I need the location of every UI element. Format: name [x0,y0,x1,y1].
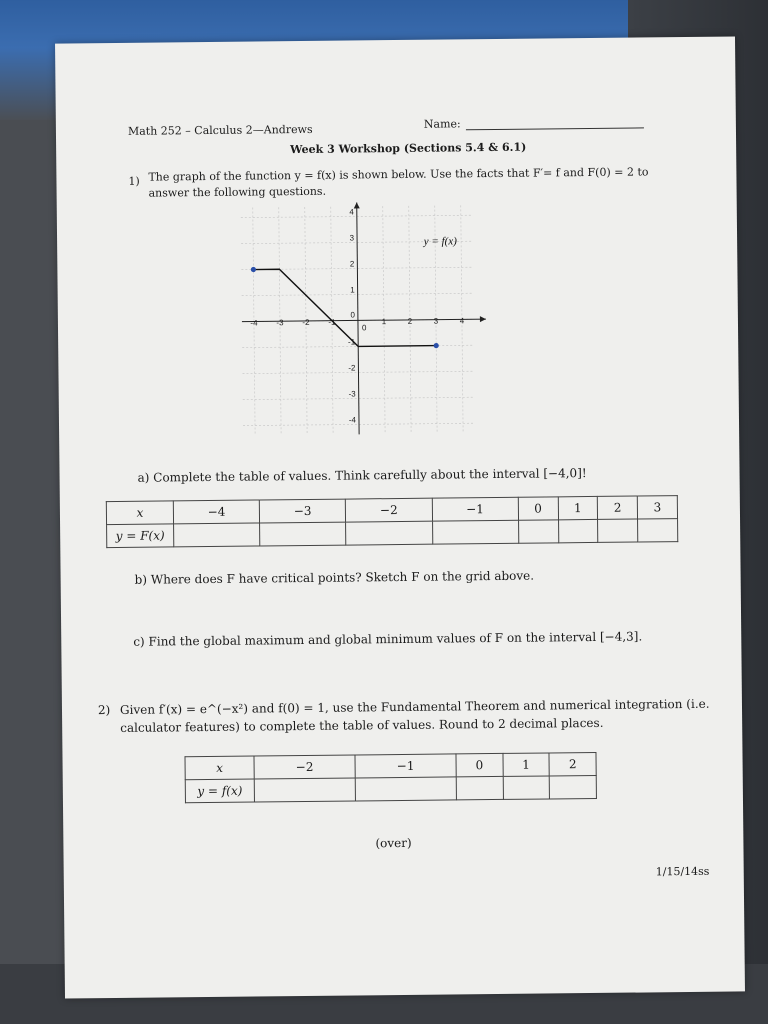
q1-text-line2: answer the following questions. [148,184,327,200]
function-line [253,268,436,348]
x-tick-label: -1 [328,317,336,327]
origin-label: 0 [350,310,355,320]
answer-cell[interactable] [518,520,558,543]
answer-cell[interactable] [598,519,638,542]
answer-cell[interactable] [346,521,432,545]
graph-label: y = f(x) [423,235,457,248]
name-label: Name: [423,117,461,131]
x-tick-label: 1 [381,317,387,327]
y-tick-label: -4 [348,415,357,425]
answer-cell[interactable] [558,519,598,542]
y-tick-label: -2 [348,363,356,373]
name-line[interactable] [466,127,644,130]
y-tick-label: -1 [347,337,356,347]
table-cell: −4 [173,500,259,524]
table-cell: 2 [598,496,638,519]
table-header-y: y = F(x) [107,524,174,548]
endpoint-dot [434,343,439,348]
q2-table [184,752,596,803]
x-tick-label: 2 [407,316,413,326]
table-cell: 0 [518,497,558,520]
answer-cell[interactable] [432,520,518,544]
q2-number: 2) [97,703,111,718]
document-code: 1/15/14ss [655,864,710,879]
x-tick-label: -2 [302,317,310,328]
answer-cell[interactable] [550,775,597,798]
y-tick-label: -3 [348,389,356,399]
table-header-x: x [106,501,173,525]
y-tick-label: 4 [349,207,354,217]
answer-cell[interactable] [638,519,678,542]
table-row [185,775,596,802]
answer-cell[interactable] [254,778,355,802]
y-axis-arrow [354,202,360,208]
y-tick-label: 2 [349,259,355,269]
worksheet-title: Week 3 Workshop (Sections 5.4 & 6.1) [290,140,527,157]
x-axis-arrow [480,316,486,322]
x-tick-label: -4 [250,318,258,328]
y-axis [357,202,359,434]
answer-cell[interactable] [174,523,260,547]
q2-text-line2: calculator features) to complete the table of values. Round to 2 decimal places. [120,715,604,735]
origin-label: 0 [361,323,367,333]
answer-cell[interactable] [260,522,346,546]
table-row [107,519,678,548]
x-tick-label: 4 [459,316,465,326]
table-cell: −1 [355,754,456,778]
q1c-prompt: c) Find the global maximum and global minimum values of F on the interval [−4,3]. [133,629,643,649]
table-header-x: x [185,756,254,780]
q2-text-line1: Given f′(x) = e^(−x²) and f(0) = 1, use the Fundamental Theorem and numerical integration (i.e. [119,696,710,717]
q1b-prompt: b) Where does F have critical points? Sketch F on the grid above. [134,568,535,587]
q1a-prompt: a) Complete the table of values. Think carefully about the interval [−4,0]! [137,466,587,485]
table-cell: −1 [432,497,518,521]
table-cell: −2 [346,498,432,522]
table-cell: 3 [637,496,677,519]
x-tick-label: 3 [433,316,439,326]
table-cell: 1 [503,753,550,776]
table-cell: 1 [558,496,598,519]
q1-table [106,495,678,548]
table-cell: 0 [456,753,503,776]
course-label: Math 252 – Calculus 2—Andrews [127,122,313,138]
endpoint-dot [251,267,256,272]
over-note: (over) [375,835,412,851]
table-cell: −2 [254,755,355,779]
y-tick-label: 3 [349,233,355,243]
worksheet-page [55,36,745,998]
table-cell: 2 [549,752,596,775]
answer-cell[interactable] [503,776,550,799]
table-header-y: y = f(x) [185,779,254,803]
function-graph [227,199,529,442]
x-tick-label: -3 [276,318,284,328]
answer-cell[interactable] [355,777,456,801]
q1-text-line1: The graph of the function y = f(x) is shown below. Use the facts that F′= f and F(0) = 2 to [148,165,649,184]
table-cell: −3 [259,499,345,523]
answer-cell[interactable] [456,776,503,799]
q1-number: 1) [128,174,140,188]
y-tick-label: 1 [350,285,355,295]
